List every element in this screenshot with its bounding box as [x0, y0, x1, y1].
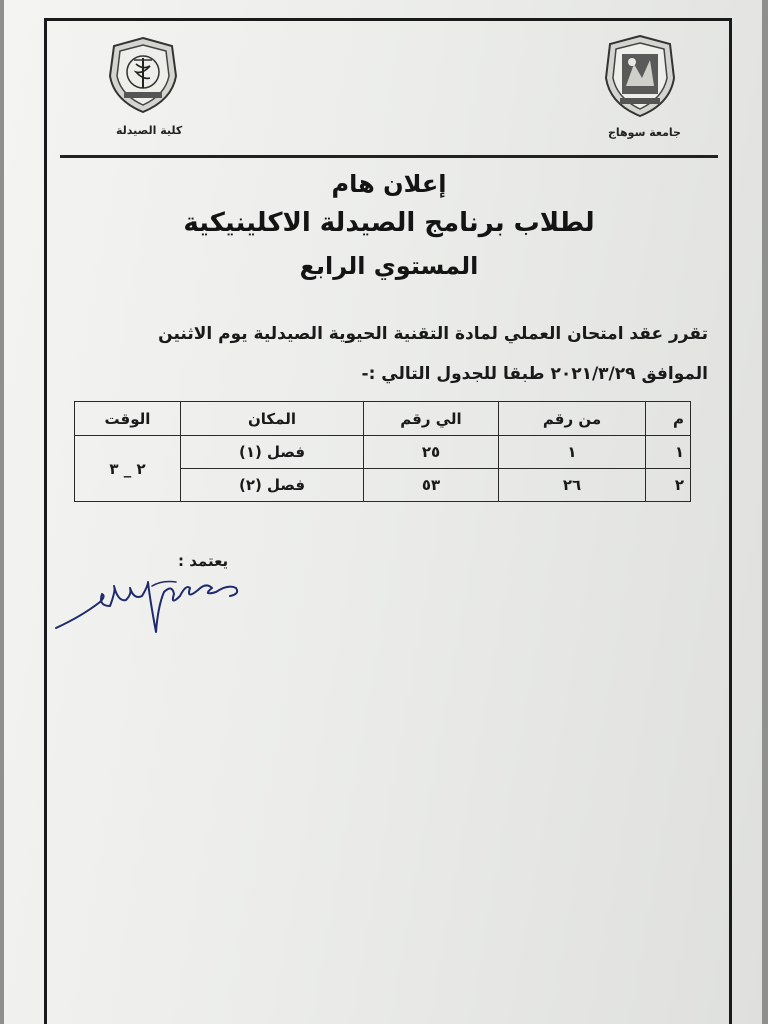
cell-place: فصل (١)	[181, 436, 364, 469]
exam-schedule-table	[74, 401, 691, 502]
body-line-1: تقرر عقد امتحان العملي لمادة التقنية الحيوية الصيدلية يوم الاثنين	[158, 324, 708, 344]
right-logo-caption: جامعة سوهاج	[608, 126, 681, 139]
body-line-2: الموافق ٢٠٢١/٣/٢٩ طبقا للجدول التالي :-	[361, 364, 708, 384]
cell-serial: ٢	[646, 469, 691, 502]
handwritten-signature	[52, 566, 252, 642]
cell-to: ٥٣	[364, 469, 499, 502]
cell-time: ٢ _ ٣	[75, 436, 181, 502]
table-header-row	[75, 402, 691, 436]
table-row	[75, 436, 691, 469]
col-header-place: المكان	[181, 402, 364, 436]
paper-sheet	[4, 0, 762, 1024]
col-header-from: من رقم	[499, 402, 646, 436]
col-header-serial: م	[646, 402, 691, 436]
cell-from: ٢٦	[499, 469, 646, 502]
left-logo-caption: كلية الصيدلة	[116, 124, 183, 137]
cell-serial: ١	[646, 436, 691, 469]
approval-label: يعتمد :	[178, 552, 229, 570]
page-border	[44, 18, 732, 1024]
announcement-title: إعلان هام	[331, 170, 447, 198]
cell-place: فصل (٢)	[181, 469, 364, 502]
sohag-university-logo	[602, 34, 678, 118]
level-title: المستوي الرابع	[299, 252, 479, 280]
col-header-to: الي رقم	[364, 402, 499, 436]
cell-to: ٢٥	[364, 436, 499, 469]
col-header-time: الوقت	[75, 402, 181, 436]
cell-from: ١	[499, 436, 646, 469]
pharmacy-faculty-logo	[106, 36, 180, 114]
program-title: لطلاب برنامج الصيدلة الاكلينيكية	[183, 208, 595, 238]
header-divider	[60, 155, 718, 158]
